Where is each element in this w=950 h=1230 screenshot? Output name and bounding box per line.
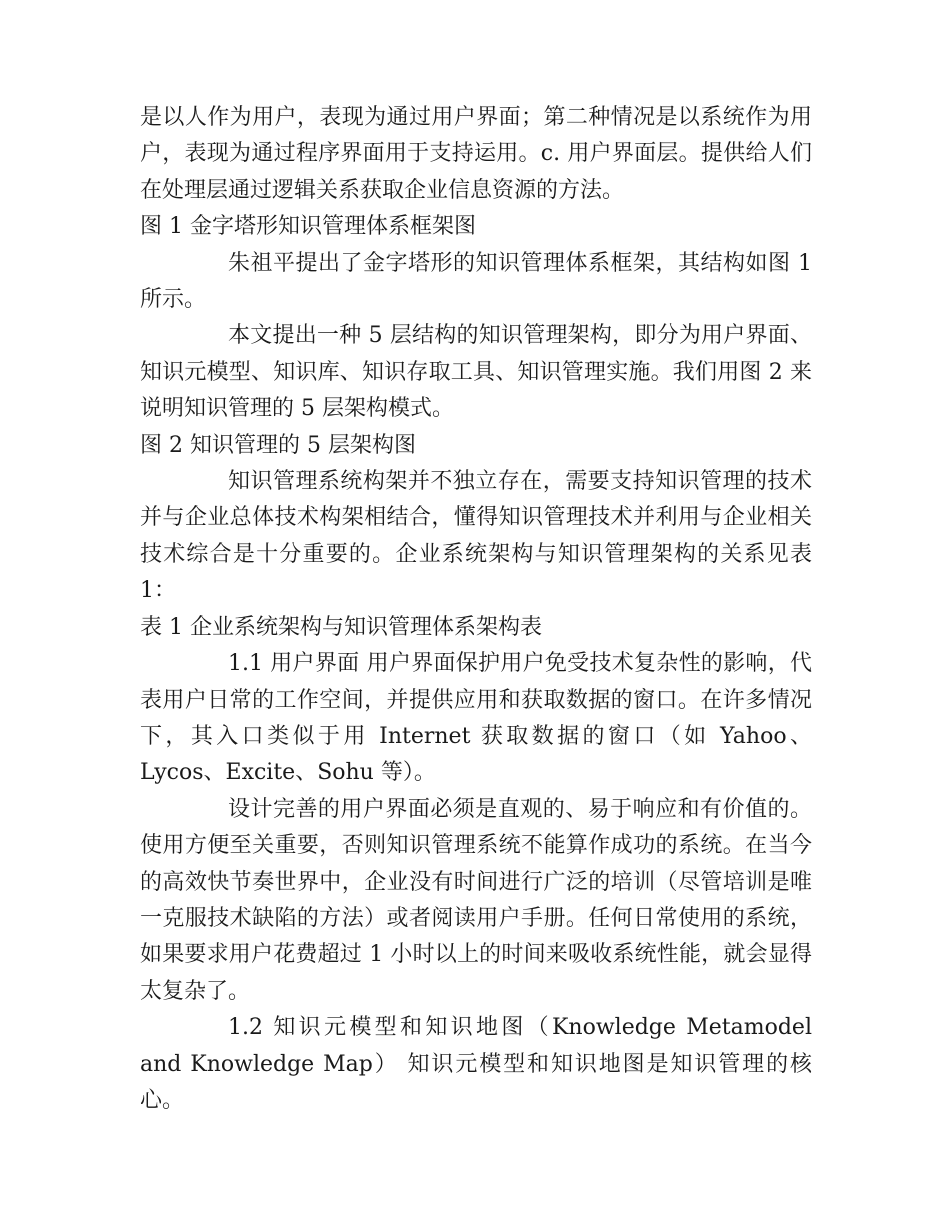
figure-2-caption: 图 2 知识管理的 5 层架构图 [140,432,416,458]
paragraph-five-layer-architecture: 本文提出一种 5 层结构的知识管理架构，即分为用户界面、知识元模型、知识库、知识存取工具、知识管理实施。我们用图 2 来说明知识管理的 5 层架构模式。 [140,323,812,422]
paragraph-section-1-1-user-interface: 1.1 用户界面 用户界面保护用户免受技术复杂性的影响，代表用户日常的工作空间，并提供应用和获取数据的窗口。在许多情况下，其入口类似于用 Internet 获取数据的窗口（如 Yahoo、Lycos、Excite、Sohu 等）。 [140,651,812,786]
paragraph-section-1-2-knowledge-metamodel: 1.2 知识元模型和知识地图（Knowledge Metamodel and Knowledge Map） 知识元模型和知识地图是知识管理的核心。 [140,1015,812,1113]
paragraph-interface-design: 设计完善的用户界面必须是直观的、易于响应和有价值的。使用方便至关重要，否则知识管理系统不能算作成功的系统。在当今的高效快节奏世界中，企业没有时间进行广泛的培训（尽管培训是唯一克服技术缺陷的方法）或者阅读用户手册。任何日常使用的系统，如果要求用户花费超过 1 小时以上的时间来吸收系统性能，就会显得太复杂了。 [140,796,812,1004]
table-1-caption: 表 1 企业系统架构与知识管理体系架构表 [140,614,542,640]
figure-1-caption: 图 1 金字塔形知识管理体系框架图 [140,214,476,240]
paragraph-user-interface-layer: 是以人作为用户，表现为通过用户界面；第二种情况是以系统作为用户，表现为通过程序界面用于支持运用。c. 用户界面层。提供给人们在处理层通过逻辑关系获取企业信息资源的方法。 [140,105,812,203]
paragraph-pyramid-framework: 朱祖平提出了金字塔形的知识管理体系框架，其结构如图 1 所示。 [140,250,812,313]
document-page [140,100,812,1119]
paragraph-system-architecture-relation: 知识管理系统构架并不独立存在，需要支持知识管理的技术并与企业总体技术构架相结合，懂得知识管理技术并利用与企业相关技术综合是十分重要的。企业系统架构与知识管理架构的关系见表 1： [140,469,812,604]
